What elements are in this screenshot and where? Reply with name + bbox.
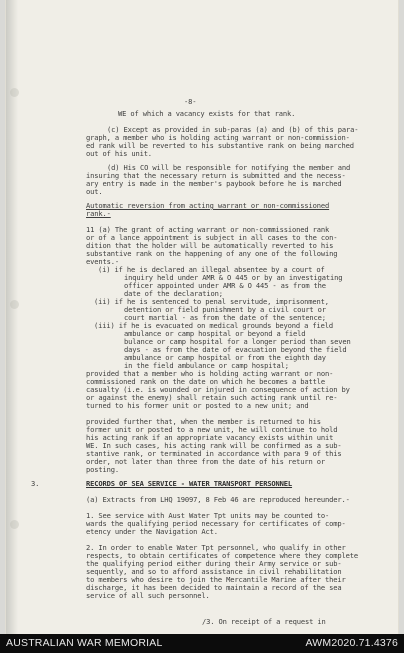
text-line: WE of which a vacancy exists for that rank. [118,109,296,118]
text-line: days - as from the date of evacuation beyond the field [124,345,347,354]
text-line: out of his unit. [86,149,152,158]
text-line: ary entry is made in the member's paybook before he is marched [86,179,342,188]
text-line: detention or field punishment by a civil court or [124,305,326,314]
text-line: order, not later than three from the date of his return or [86,457,326,466]
text-line: to members who desire to join the Mercantile Marine after their [86,575,346,584]
text-line: events.- [86,257,119,266]
text-line: ambulance or camp hospital or from the eighth day [124,353,326,362]
text-line: bulance or camp hospital for a longer period than seven [124,337,351,346]
text-line: or of a lance appointment is subject in all cases to the con- [86,233,338,242]
text-line: or against the enemy) shall retain such acting rank until re- [86,393,338,402]
text-line: insuring that the necessary return is submitted and the necess- [86,171,346,180]
text-line: (a) Extracts from LHQ 19097, 8 Feb 46 are reproduced hereunder.- [86,495,350,504]
text-line: provided further that, when the member is returned to his [86,417,321,426]
section-heading: rank.- [86,209,111,218]
page-number: -8- [184,97,197,106]
text-line: commissioned rank on the date on which he becomes a battle [86,377,326,386]
text-line: 11 (a) The grant of acting warrant or non-commissioned rank [86,225,330,234]
text-line: stantive rank, or terminated in accordance with para 9 of this [86,449,342,458]
text-line: ed rank will be reverted to his substantive rank on being marched [86,141,354,150]
text-line: (iii) if he is evacuated on medical grounds beyond a field [94,321,334,330]
text-line: 2. In order to enable Water Tpt personnel, who qualify in other [86,543,346,552]
text-line: (i) if he is declared an illegal absentee by a court of [98,265,325,274]
text-line: in the field ambulance or camp hospital; [124,361,289,370]
text-line: provided that a member who is holding acting warrant or non- [86,369,334,378]
text-line: (c) Except as provided in sub-paras (a) and (b) of this para- [107,125,359,134]
text-line: turned to his former unit or posted to a new unit; and [86,401,309,410]
footer-accession-number: AWM2020.71.4376 [305,637,398,649]
text-line: his acting rank if an appropriate vacancy exists within unit [86,433,334,442]
text-line: WE. In such cases, his acting rank will be confirmed as a sub- [86,441,342,450]
archive-footer-bar [0,634,404,653]
section-number: 3. [31,479,40,488]
text-line: sequently, and so to afford assistance in civil rehabilitation [86,567,342,576]
text-line: service of all such personnel. [86,591,210,600]
punch-hole [10,520,19,529]
document-page [6,0,398,634]
text-line: the qualifying period either during their Army service or sub- [86,559,342,568]
text-line: date of the declaration; [124,289,223,298]
punch-hole [10,88,19,97]
text-line: posting. [86,465,119,474]
text-line: ambulance or camp hospital or beyond a field [124,329,306,338]
punch-hole [10,300,19,309]
text-line: etency under the Navigation Act. [86,527,218,536]
text-line: dition that the holder will be automatically reverted to his [86,241,334,250]
text-line: wards the qualifying period necessary for certificates of comp- [86,519,346,528]
text-line: respects, to obtain certificates of competence where they complete [86,551,358,560]
text-line: officer appointed under AMR & O 445 - as from the [124,281,326,290]
text-line: (ii) if he is sentenced to penal servitude, imprisonment, [94,297,329,306]
text-line: graph, a member who is holding acting warrant or non-commission- [86,133,350,142]
text-line: (d) His CO will be responsible for notifying the member and [107,163,351,172]
section-heading: RECORDS OF SEA SERVICE - WATER TRANSPORT PERSONNEL [86,479,293,488]
text-line: casualty (i.e. is wounded or injured in consequence of action by [86,385,350,394]
section-heading: Automatic reversion from acting warrant or non-commissioned [86,201,330,210]
text-line: inquiry held under AMR & O 445 or by an investigating [124,273,343,282]
text-line: out. [86,187,103,196]
text-line: former unit or posted to a new unit, he will continue to hold [86,425,338,434]
continuation-line: /3. On receipt of a request in [202,617,326,626]
text-line: 1. See service with Aust Water Tpt units may be counted to- [86,511,330,520]
text-line: court martial - as from the date of the sentence; [124,313,326,322]
text-line: substantive rank on the happening of any one of the following [86,249,338,258]
text-line: discharge, it has been decided to maintain a record of the sea [86,583,342,592]
footer-institution-label: AUSTRALIAN WAR MEMORIAL [6,637,163,649]
